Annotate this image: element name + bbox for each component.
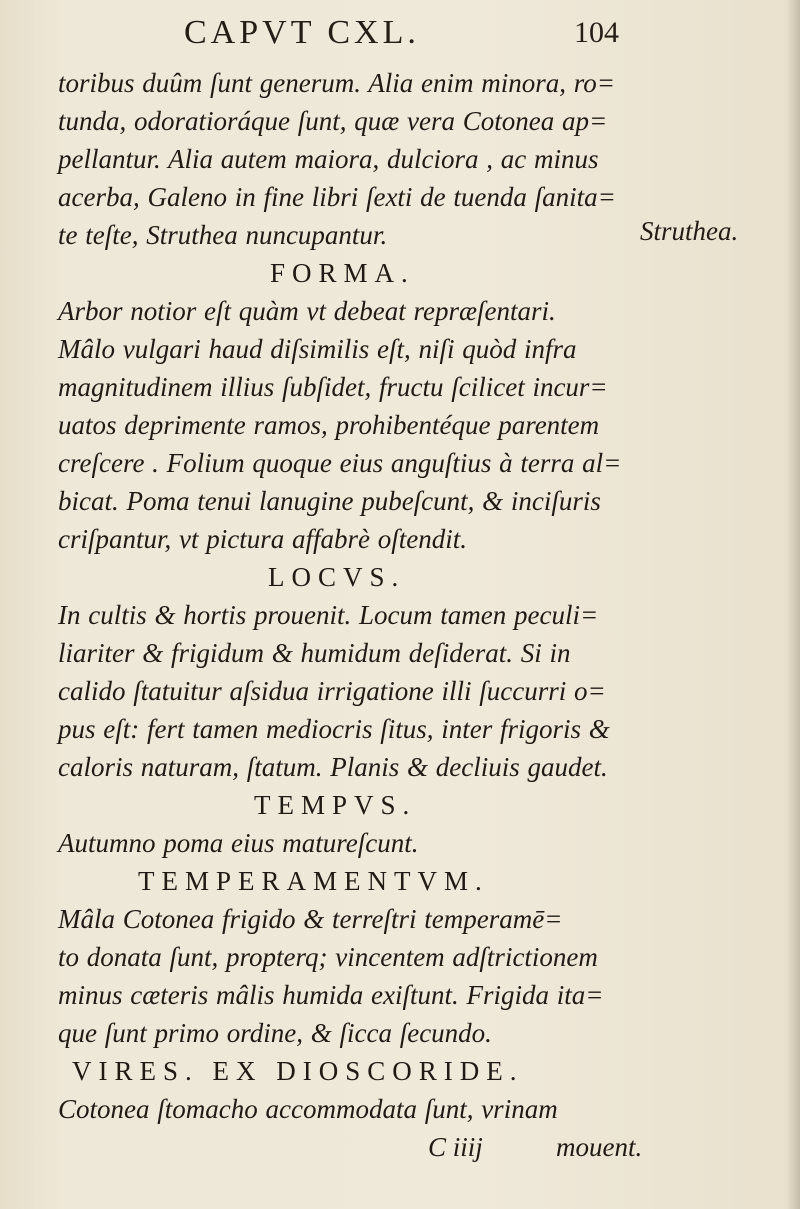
text-line: uatos deprimente ramos, prohibentéque parentem [58,410,600,440]
section-heading: VIRES. EX DIOSCORIDE. [72,1056,524,1086]
section-heading: TEMPERAMENTVM. [138,866,489,896]
body-text [58,64,678,1166]
text-line: Autumno poma eius matureſcunt. [58,828,419,858]
text-line: caloris naturam, ſtatum. Planis & decliuis gaudet. [58,752,608,782]
signature-mark: C iiij [428,1132,483,1162]
running-head: CAPVT CXL. [184,14,420,51]
margin-note: Struthea. [640,216,739,246]
text-line: pus eſt: fert tamen mediocris ſitus, inter frigoris & [58,714,610,744]
text-line: bicat. Poma tenui lanugine pubeſcunt, & inciſuris [58,486,601,516]
text-line: In cultis & hortis prouenit. Locum tamen peculi= [58,600,599,630]
text-line: liariter & frigidum & humidum deſiderat. Si in [58,638,571,668]
text-line: que ſunt primo ordine, & ſicca ſecundo. [58,1018,492,1048]
text-line: criſpantur, vt pictura affabrè oſtendit. [58,524,467,554]
text-line: to donata ſunt, propterq; vincentem adſtrictionem [58,942,598,972]
text-line: minus cæteris mâlis humida exiſtunt. Frigida ita= [58,980,604,1010]
text-line: toribus duûm ſunt generum. Alia enim minora, ro= [58,68,615,98]
section-heading: FORMA. [270,258,415,288]
section-heading: LOCVS. [268,562,406,592]
text-line: Cotonea ſtomacho accommodata ſunt, vrinam [58,1094,558,1124]
text-line: Arbor notior eſt quàm vt debeat repræſentari. [58,296,556,326]
section-heading: TEMPVS. [254,790,417,820]
text-line: acerba, Galeno in fine libri ſexti de tuenda ſanita= [58,182,616,212]
text-line: pellantur. Alia autem maiora, dulciora , ac minus [58,144,599,174]
signature-line [58,1128,678,1166]
page-number: 104 [574,16,619,49]
text-line: Mâla Cotonea frigido & terreſtri temperamē= [58,904,563,934]
text-line: te teſte, Struthea nuncupantur. [58,220,388,250]
text-line: Mâlo vulgari haud diſsimilis eſt, niſi quòd infra [58,334,577,364]
page-edge [786,0,800,1209]
catchword: mouent. [556,1132,643,1162]
text-line: magnitudinem illius ſubſidet, fructu ſcilicet incur= [58,372,608,402]
text-line: calido ſtatuitur aſsidua irrigatione illi ſuccurri o= [58,676,606,706]
text-line: creſcere . Folium quoque eius anguſtius à terra al= [58,448,622,478]
text-line: tunda, odoratioráque ſunt, quæ vera Cotonea ap= [58,106,608,136]
page-header [0,14,800,58]
